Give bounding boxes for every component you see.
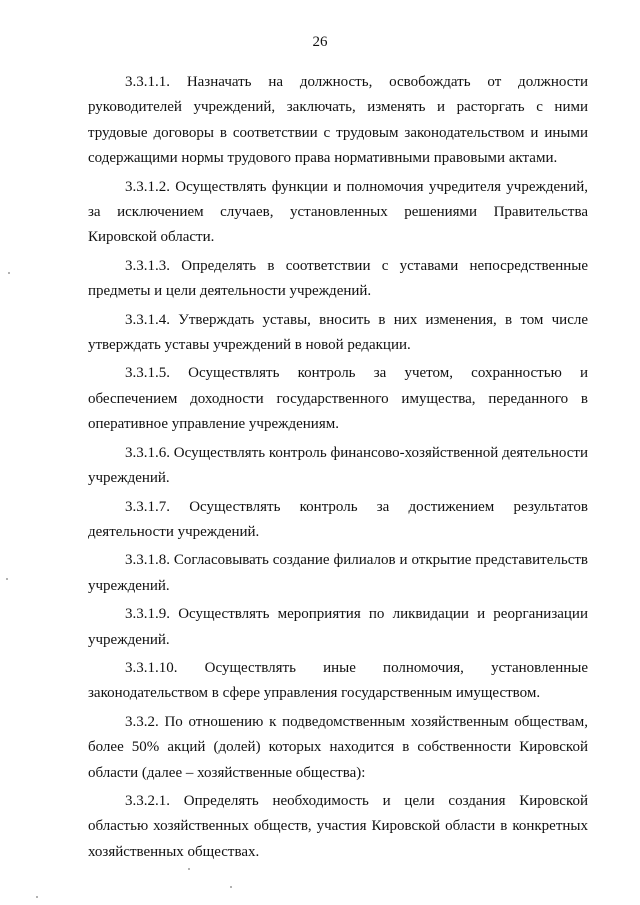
scan-speck xyxy=(36,896,38,898)
paragraph-3-3-1-3: 3.3.1.3. Определять в соответствии с уставами непосредственные предметы и цели деятельности учреждений. xyxy=(88,257,588,300)
scan-speck xyxy=(6,578,8,580)
paragraph-3-3-2: 3.3.2. По отношению к подведомственным хозяйственным обществам, более 50% акций (долей) которых находится в собственности Кировской области (далее – хозяйственные общества): xyxy=(88,713,588,781)
paragraph-3-3-1-1: 3.3.1.1. Назначать на должность, освобождать от должности руководителей учреждений, заключать, изменять и расторгать с ними трудовые договоры в соответствии с трудовым законодательством и иными содержащими нормы трудового права нормативными правовыми актами. xyxy=(88,74,588,167)
scan-speck xyxy=(188,868,190,870)
paragraph-3-3-1-4: 3.3.1.4. Утверждать уставы, вносить в них изменения, в том числе утверждать уставы учреждений в новой редакции. xyxy=(88,311,588,354)
scan-speck xyxy=(230,886,232,888)
paragraph-3-3-1-8: 3.3.1.8. Согласовывать создание филиалов и открытие представительств учреждений. xyxy=(88,552,588,594)
paragraph-3-3-1-6: 3.3.1.6. Осуществлять контроль финансово-хозяйственной деятельности учреждений. xyxy=(88,444,588,487)
paragraph-3-3-1-2: 3.3.1.2. Осуществлять функции и полномочия учредителя учреждений, за исключением случаев, установленных решениями Правительства Кировской области. xyxy=(88,178,588,246)
paragraph-3-3-2-1: 3.3.2.1. Определять необходимость и цели создания Кировской областью хозяйственных обществ, участия Кировской области в конкретных хозяйственных обществах. xyxy=(88,792,588,860)
scan-speck xyxy=(8,272,10,274)
paragraph-3-3-1-5: 3.3.1.5. Осуществлять контроль за учетом, сохранностью и обеспечением доходности государственного имущества, переданного в оперативное управление учреждениям. xyxy=(88,365,588,433)
page-number: 26 xyxy=(312,34,328,50)
paragraph-3-3-1-10: 3.3.1.10. Осуществлять иные полномочия, установленные законодательством в сфере управления государственным имуществом. xyxy=(88,659,588,702)
paragraph-3-3-1-9: 3.3.1.9. Осуществлять мероприятия по ликвидации и реорганизации учреждений. xyxy=(88,606,588,648)
document-body xyxy=(88,70,588,868)
paragraph-3-3-1-7: 3.3.1.7. Осуществлять контроль за достижением результатов деятельности учреждений. xyxy=(88,498,588,540)
